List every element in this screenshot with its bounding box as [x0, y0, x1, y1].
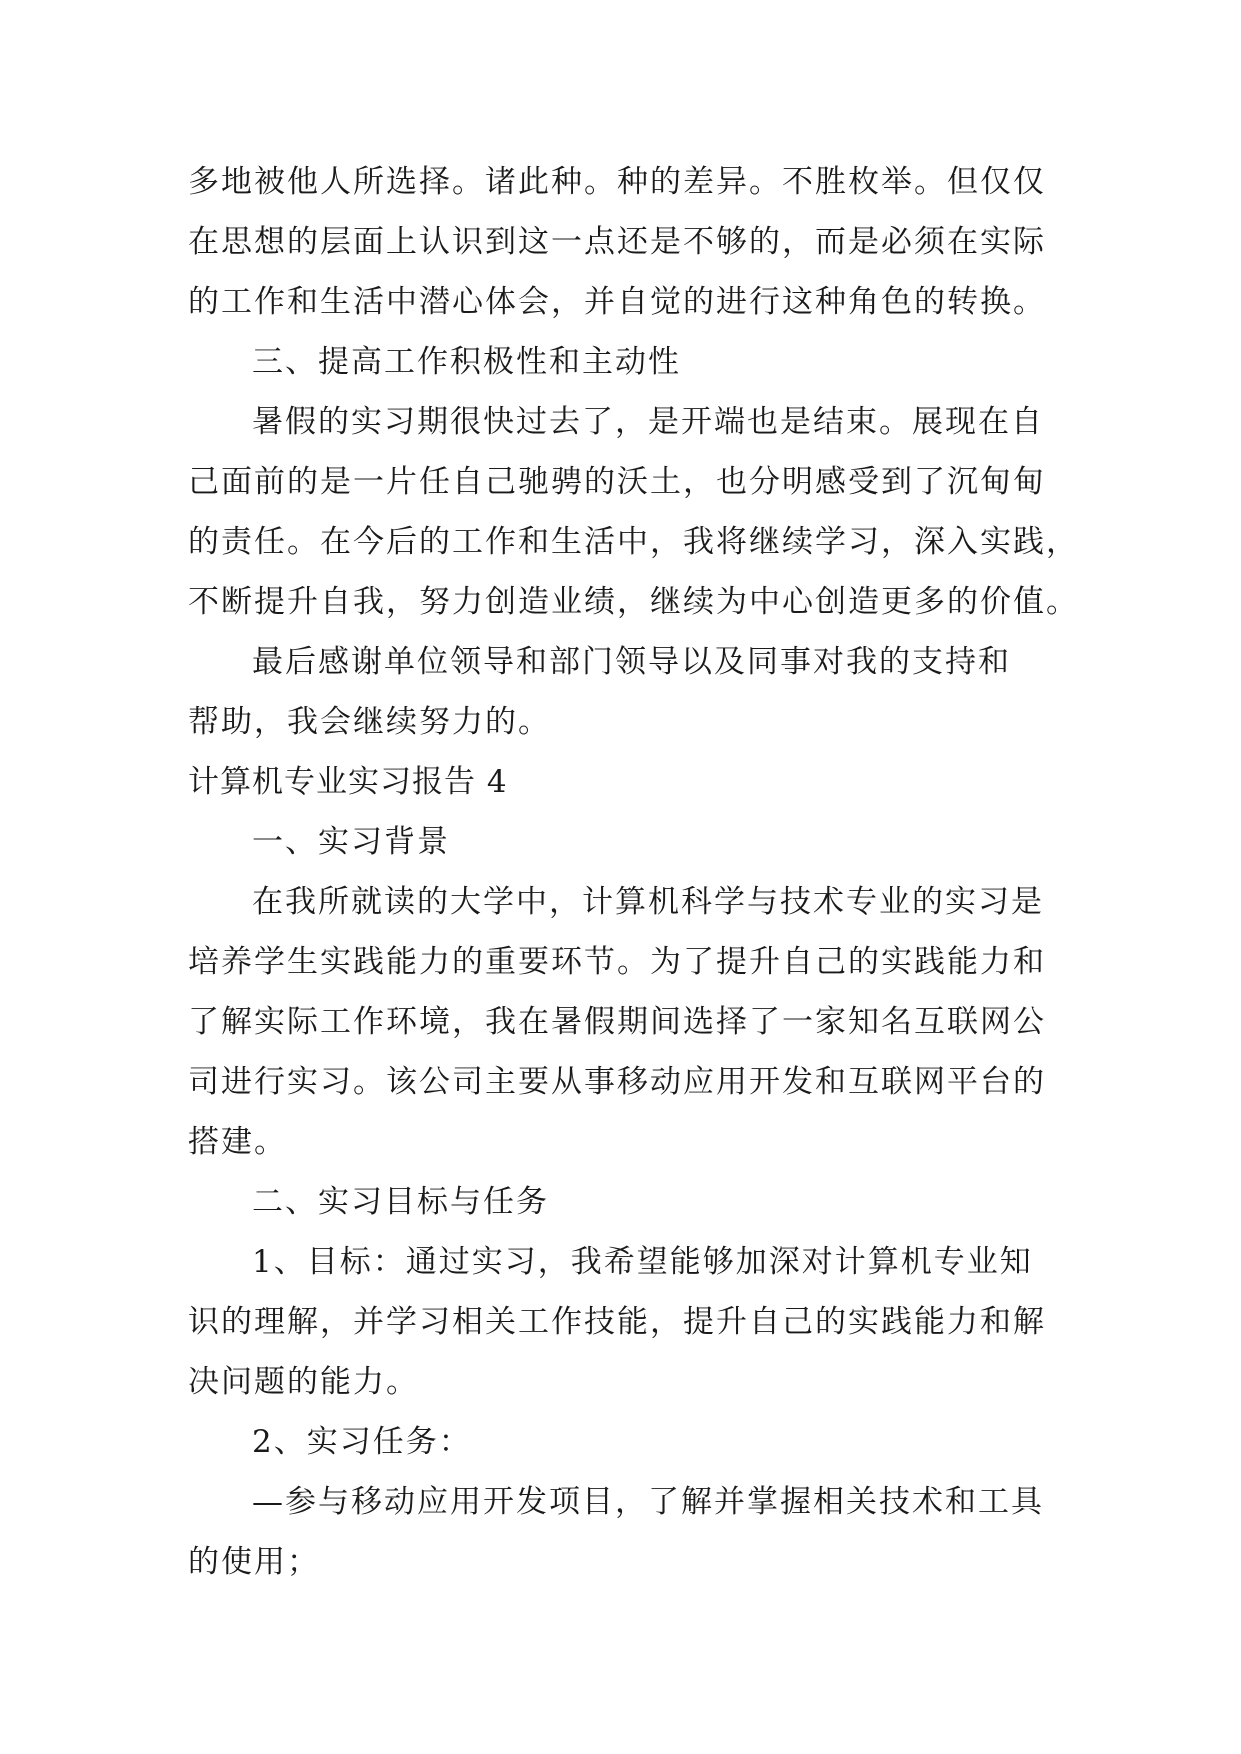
list-item: —参与移动应用开发项目，了解并掌握相关技术和工具 [252, 1484, 1044, 1520]
section-heading: 二、实习目标与任务 [252, 1184, 549, 1220]
list-item: 1、目标：通过实习，我希望能够加深对计算机专业知 [252, 1244, 1033, 1280]
body-line: 的责任。在今后的工作和生活中，我将继续学习，深入实践， [188, 524, 1079, 560]
body-line: 培养学生实践能力的重要环节。为了提升自己的实践能力和 [188, 944, 1046, 980]
body-line: 最后感谢单位领导和部门领导以及同事对我的支持和 [252, 644, 1011, 680]
body-line: 在思想的层面上认识到这一点还是不够的，而是必须在实际 [188, 224, 1046, 260]
list-item: 2、实习任务： [252, 1424, 472, 1460]
body-line: 的工作和生活中潜心体会，并自觉的进行这种角色的转换。 [188, 284, 1046, 320]
body-line: 决问题的能力。 [188, 1364, 419, 1400]
section-heading: 三、提高工作积极性和主动性 [252, 344, 681, 380]
body-line: 识的理解，并学习相关工作技能，提升自己的实践能力和解 [188, 1304, 1046, 1340]
document-body [188, 152, 1079, 1592]
section-heading: 一、实习背景 [252, 824, 450, 860]
report-title: 计算机专业实习报告 4 [188, 764, 508, 800]
body-line: 搭建。 [188, 1124, 287, 1160]
body-line: 暑假的实习期很快过去了，是开端也是结束。展现在自 [252, 404, 1044, 440]
body-line: 的使用； [188, 1544, 320, 1580]
body-line: 多地被他人所选择。诸此种。种的差异。不胜枚举。但仅仅 [188, 164, 1046, 200]
body-line: 不断提升自我，努力创造业绩，继续为中心创造更多的价值。 [188, 584, 1079, 620]
body-line: 了解实际工作环境，我在暑假期间选择了一家知名互联网公 [188, 1004, 1046, 1040]
body-line: 己面前的是一片任自己驰骋的沃土，也分明感受到了沉甸甸 [188, 464, 1046, 500]
body-line: 司进行实习。该公司主要从事移动应用开发和互联网平台的 [188, 1064, 1046, 1100]
body-line: 在我所就读的大学中，计算机科学与技术专业的实习是 [252, 884, 1044, 920]
body-line: 帮助，我会继续努力的。 [188, 704, 551, 740]
